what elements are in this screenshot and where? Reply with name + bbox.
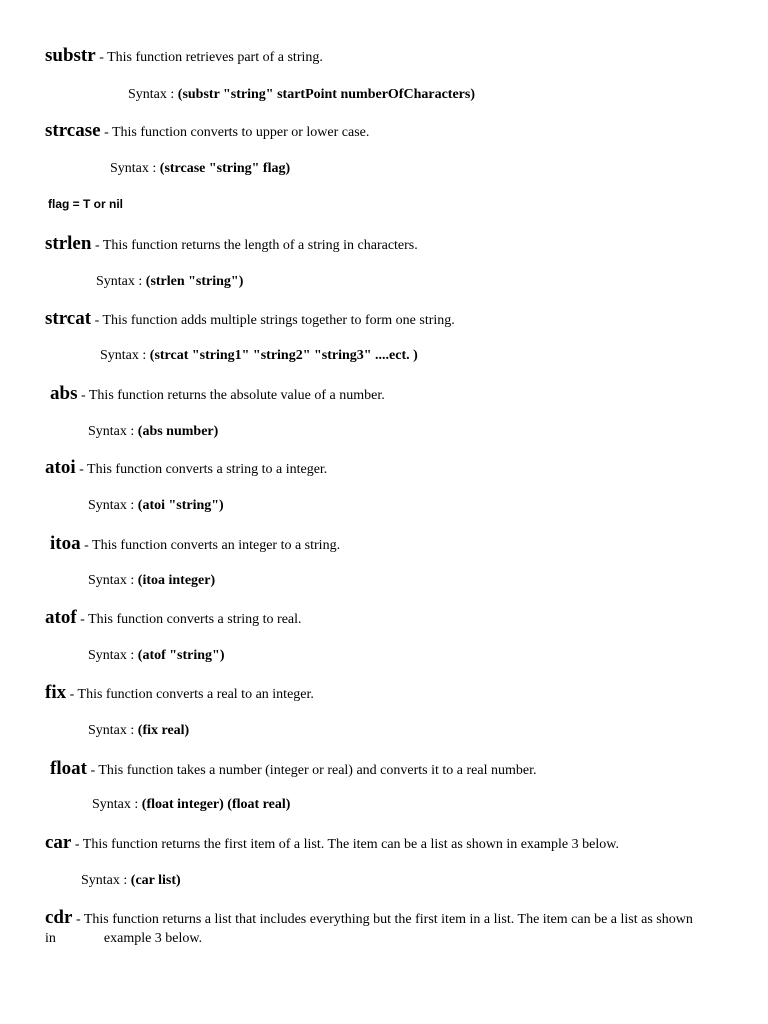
syntax-fix	[88, 722, 189, 739]
syntax-label: Syntax :	[88, 648, 138, 663]
function-name: atof	[45, 607, 77, 628]
syntax-car	[81, 872, 181, 889]
syntax-code: (strlen "string")	[145, 274, 244, 289]
syntax-code: (atoi "string")	[137, 498, 224, 513]
syntax-strcase	[110, 160, 290, 177]
syntax-label: Syntax :	[88, 723, 138, 738]
function-description: - This function converts a real to an integer.	[66, 687, 314, 702]
entry-substr	[45, 47, 323, 66]
syntax-substr	[128, 86, 475, 103]
syntax-label: Syntax :	[88, 498, 138, 513]
function-description: - This function converts an integer to a string.	[80, 538, 341, 553]
continuation-text: example 3 below.	[103, 931, 203, 946]
syntax-label: Syntax :	[88, 573, 138, 588]
syntax-itoa	[88, 572, 215, 589]
function-name: itoa	[50, 533, 81, 554]
syntax-abs	[88, 423, 218, 440]
function-description: - This function returns a list that includes everything but the first item in a list. The item can be a list as shown	[72, 912, 693, 927]
entry-strcase	[45, 122, 369, 141]
entry-abs	[50, 385, 385, 404]
syntax-code: (strcase "string" flag)	[159, 161, 291, 176]
entry-atoi	[45, 459, 327, 478]
function-name: strcat	[45, 308, 92, 329]
function-name: float	[50, 758, 87, 779]
syntax-label: Syntax :	[81, 873, 131, 888]
function-description: - This function takes a number (integer or real) and converts it to a real number.	[86, 763, 537, 778]
function-description: - This function adds multiple strings together to form one string.	[91, 313, 455, 328]
syntax-label: Syntax :	[100, 348, 150, 363]
syntax-code: (substr "string" startPoint numberOfCharacters)	[177, 87, 475, 102]
continuation-prefix: in	[45, 931, 56, 946]
function-name: cdr	[45, 907, 73, 928]
function-description: - This function converts a string to a integer.	[75, 462, 328, 477]
syntax-label: Syntax :	[128, 87, 178, 102]
syntax-code: (abs number)	[137, 424, 219, 439]
syntax-code: (car list)	[130, 873, 181, 888]
function-name: fix	[45, 682, 67, 703]
entry-strlen	[45, 235, 418, 254]
syntax-label: Syntax :	[88, 424, 138, 439]
syntax-atoi	[88, 497, 224, 514]
syntax-label: Syntax :	[96, 274, 146, 289]
syntax-code: (itoa integer)	[137, 573, 216, 588]
function-name: car	[45, 832, 72, 853]
entry-car	[45, 834, 619, 853]
function-name: atoi	[45, 457, 76, 478]
function-name: substr	[45, 45, 96, 66]
syntax-atof	[88, 647, 224, 664]
entry-cdr	[45, 909, 693, 928]
function-description: - This function returns the first item of a list. The item can be a list as shown in example 3 below.	[71, 837, 619, 852]
function-description: - This function returns the absolute value of a number.	[77, 388, 385, 403]
entry-cdr-continuation	[45, 930, 202, 947]
syntax-label: Syntax :	[110, 161, 160, 176]
syntax-strcat	[100, 347, 418, 364]
flag-note: flag = T or nil	[48, 197, 124, 211]
function-description: - This function converts a string to real.	[76, 612, 302, 627]
syntax-strlen	[96, 273, 243, 290]
syntax-code: (atof "string")	[137, 648, 225, 663]
function-name: strlen	[45, 233, 92, 254]
syntax-code: (float integer) (float real)	[141, 797, 291, 812]
function-description: - This function retrieves part of a string.	[95, 50, 323, 65]
entry-itoa	[50, 535, 340, 554]
syntax-code: (fix real)	[137, 723, 190, 738]
entry-float	[50, 760, 536, 779]
entry-fix	[45, 684, 314, 703]
syntax-label: Syntax :	[92, 797, 142, 812]
function-name: strcase	[45, 120, 101, 141]
function-name: abs	[50, 383, 78, 404]
entry-strcat	[45, 310, 455, 329]
function-description: - This function returns the length of a string in characters.	[91, 238, 418, 253]
entry-atof	[45, 609, 302, 628]
syntax-code: (strcat "string1" "string2" "string3" ....ect. )	[149, 348, 418, 363]
syntax-float	[92, 796, 290, 813]
function-description: - This function converts to upper or lower case.	[100, 125, 370, 140]
